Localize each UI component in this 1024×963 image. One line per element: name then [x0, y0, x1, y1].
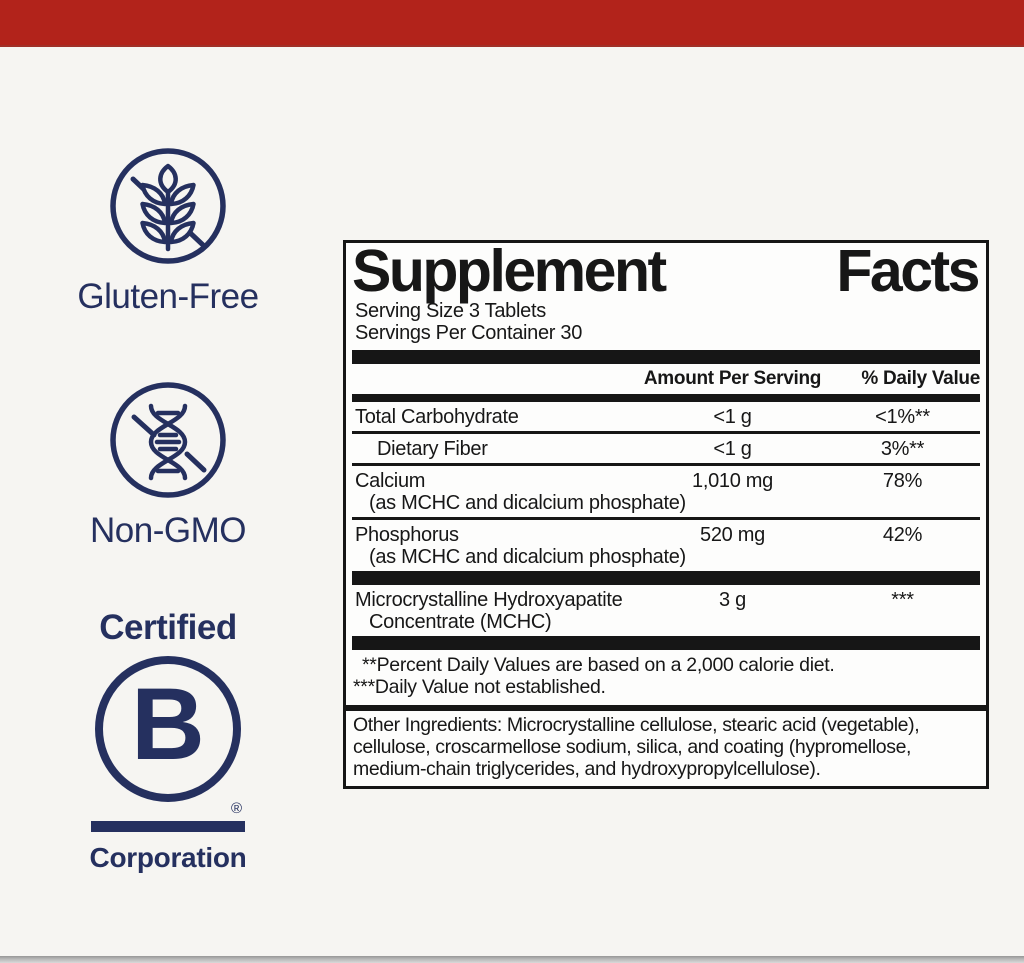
supplement-facts-panel	[343, 240, 989, 708]
nutrient-row-total-carbohydrate: Total Carbohydrate <1 g <1%**	[352, 402, 980, 434]
corporation-label: Corporation	[89, 842, 247, 873]
title-word-supplement: Supplement	[352, 238, 665, 304]
divider-bar-medium	[352, 394, 980, 402]
b-corp-underline-bar	[91, 821, 245, 832]
divider-bar-thick	[352, 350, 980, 364]
badge-non-gmo	[62, 380, 274, 551]
gluten-free-label: Gluten-Free	[77, 277, 259, 316]
top-red-banner	[0, 0, 1024, 47]
badge-b-corporation	[62, 608, 274, 874]
footnote-percent-daily-values: **Percent Daily Values are based on a 2,000 calorie diet.	[362, 654, 835, 676]
registered-trademark-icon: ®	[230, 800, 242, 817]
badge-gluten-free	[62, 146, 274, 317]
divider-bar-thick	[352, 636, 980, 650]
footnotes	[352, 650, 980, 700]
nutrient-row-calcium: Calcium 1,010 mg 78% (as MCHC and dicalcium phosphate)	[352, 466, 980, 520]
certified-label: Certified	[99, 608, 237, 647]
spacer	[352, 368, 640, 390]
column-headers	[352, 364, 980, 392]
footnote-daily-value-not-established: ***Daily Value not established.	[353, 675, 606, 698]
serving-size-text: Serving Size 3 Tablets	[355, 300, 546, 322]
title-word-facts: Facts	[836, 238, 978, 304]
divider-bar-thick	[352, 571, 980, 585]
nutrient-row-dietary-fiber: Dietary Fiber <1 g 3%**	[352, 434, 980, 466]
dna-crossed-icon	[108, 380, 228, 500]
servings-per-container-text: Servings Per Container 30	[355, 321, 583, 344]
other-ingredients-text: Other Ingredients: Microcrystalline cellulose, stearic acid (vegetable), cellulose, croscarmellose sodium, silica, and coating (hypromellose, medium-chain triglycerides, and hydroxypropylcellulose).	[353, 714, 920, 780]
image-bottom-edge	[0, 956, 1024, 963]
non-gmo-label: Non-GMO	[90, 511, 246, 550]
daily-value-header: % Daily Value	[861, 368, 980, 389]
panel-title	[352, 238, 978, 304]
amount-per-serving-header: Amount Per Serving	[643, 368, 822, 389]
wheat-crossed-icon	[108, 146, 228, 266]
b-corp-letter: B	[131, 667, 205, 781]
b-corp-icon	[95, 656, 241, 802]
nutrient-row-phosphorus: Phosphorus 520 mg 42% (as MCHC and dicalcium phosphate)	[355, 524, 923, 568]
other-ingredients-box	[343, 708, 989, 789]
nutrient-row-mchc: Microcrystalline Hydroxyapatite 3 g *** Concentrate (MCHC)	[355, 589, 914, 633]
